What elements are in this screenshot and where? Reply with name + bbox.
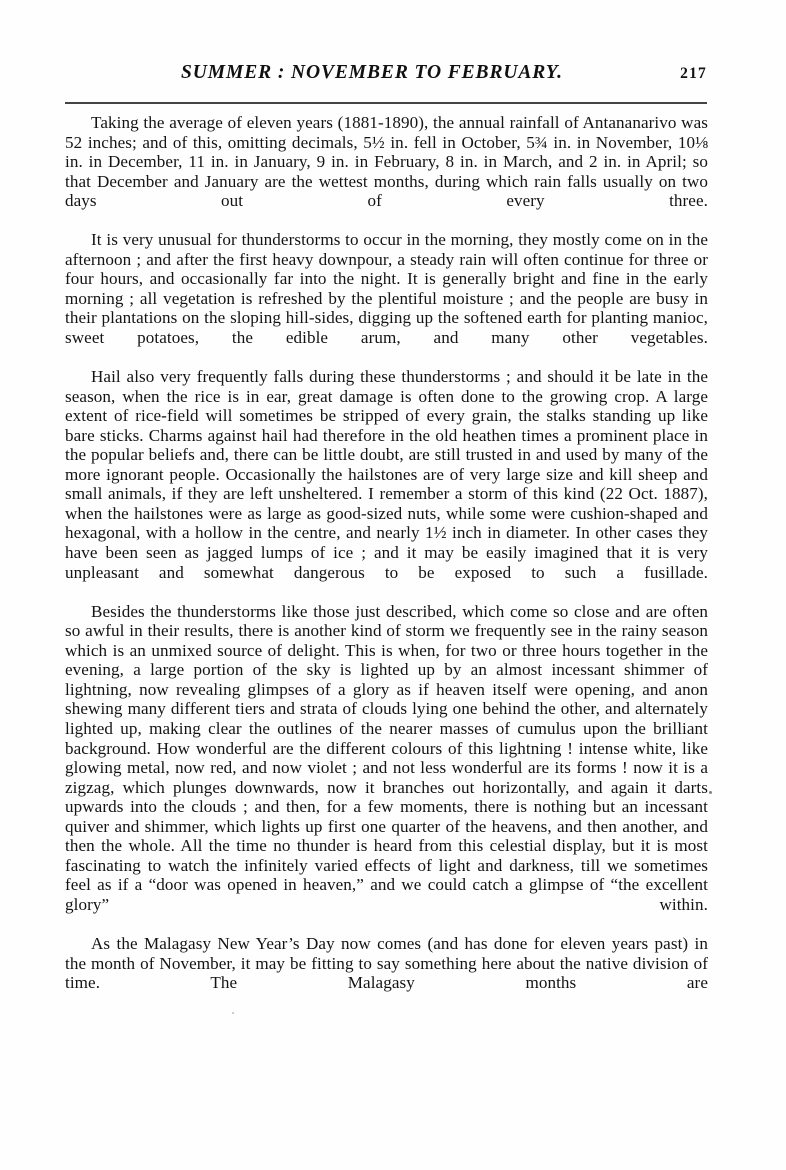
header-rule: [65, 102, 707, 104]
running-head-title: SUMMER : NOVEMBER TO FEBRUARY.: [181, 62, 563, 83]
scan-artifact-speck: [709, 791, 712, 794]
paragraph: As the Malagasy New Year’s Day now comes (and has done for eleven years past) in the month of November, it may be fitting to say something here about the native division of time. The Malagasy months are: [65, 933, 708, 993]
paragraph: It is very unusual for thunderstorms to occur in the morning, they mostly come on in the afternoon ; and after the first heavy downpour, a steady rain will often continue for three or four hours, and occasionally far into the night. It is generally bright and fine in the early morning ; all vegetation is refreshed by the plentiful moisture ; and the people are busy in their plantations on the sloping hill-sides, digging up the softened earth for planting manioc, sweet potatoes, the edible arum, and many other vegetables.: [65, 230, 708, 348]
scan-artifact-speck: [232, 1012, 234, 1014]
paragraph: Besides the thunderstorms like those just described, which come so close and are often so awful in their results, there is another kind of storm we frequently see in the rainy season which is an unmixed source of delight. This is when, for two or three hours together in the evening, a large portion of the sky is lighted up by an almost incessant shimmer of lightning, now revealing glimpses of a glory as if heaven itself were opening, and anon shewing many different tiers and strata of clouds lying one behind the other, and alternately lighted up, making clear the outlines of the nearer masses of cumulus upon the brilliant background. How wonderful are the different colours of this lightning ! intense white, like glowing metal, now red, and now violet ; and not less wonderful are its forms ! now it is a zigzag, which plunges downwards, now it branches out horizontally, and again it darts upwards into the clouds ; and then, for a few moments, there is nothing but an incessant quiver and shimmer, which lights up first one quarter of the heavens, and then another, and then the whole. All the time no thunder is heard from this celestial display, but it is most fascinating to watch the infinitely varied effects of light and darkness, till we sometimes feel as if a “door was opened in heaven,” and we could catch a glimpse of “the excellent glory” within.: [65, 601, 708, 914]
page-number: 217: [680, 65, 707, 82]
running-head: [65, 62, 707, 88]
body-text: [65, 113, 708, 1012]
paragraph: Hail also very frequently falls during these thunderstorms ; and should it be late in the season, when the rice is in ear, great damage is often done to the growing crop. A large extent of rice-field will sometimes be stripped of every grain, the stalks standing up like bare sticks. Charms against hail had therefore in the old heathen times a prominent place in the popular beliefs and, there can be little doubt, are still trusted in and used by many of the more ignorant people. Occasionally the hailstones are of very large size and kill sheep and small animals, if they are left unsheltered. I remember a storm of this kind (22 Oct. 1887), when the hailstones were as large as good-sized nuts, while some were cushion-shaped and hexagonal, with a hollow in the centre, and nearly 1½ inch in diameter. In other cases they have been seen as jagged lumps of ice ; and it may be easily imagined that it is very unpleasant and somewhat dangerous to be exposed to such a fusillade.: [65, 367, 708, 582]
paragraph: Taking the average of eleven years (1881-1890), the annual rainfall of Antananarivo was 52 inches; and of this, omitting decimals, 5½ in. fell in October, 5¾ in. in November, 10⅛ in. in December, 11 in. in January, 9 in. in February, 8 in. in March, and 2 in. in April; so that December and January are the wettest months, during which rain falls usually on two days out of every three.: [65, 113, 708, 211]
